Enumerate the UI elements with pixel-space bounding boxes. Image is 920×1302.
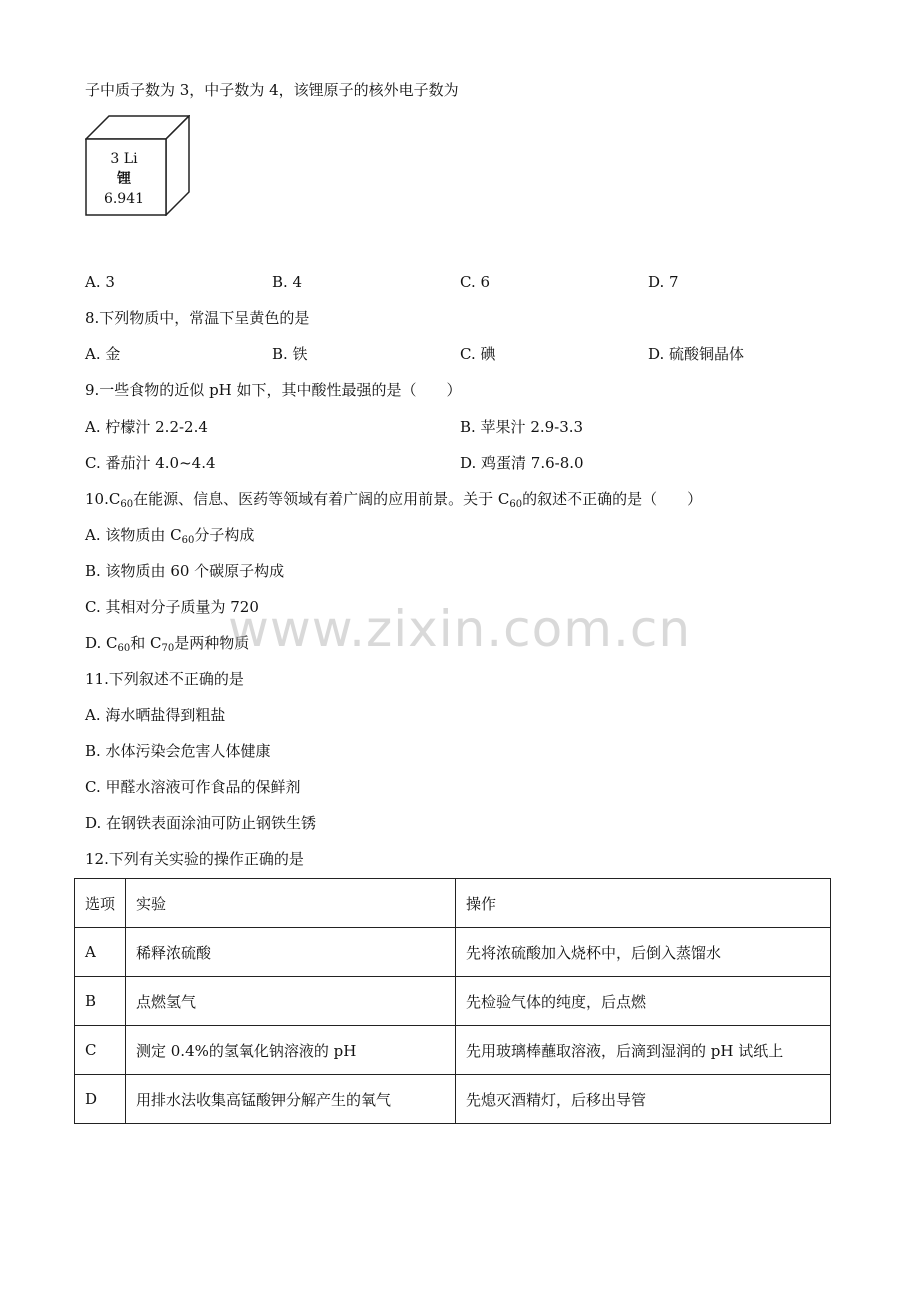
- row-experiment: 用排水法收集高锰酸钾分解产生的氧气: [126, 1075, 456, 1124]
- table-row: [75, 1075, 831, 1124]
- row-operation: 先将浓硫酸加入烧杯中，后倒入蒸馏水: [456, 928, 831, 977]
- q11-option-b: B. 水体污染会危害人体健康: [85, 742, 271, 760]
- q10-option-d: [85, 633, 249, 659]
- subscript-60: 60: [117, 643, 131, 654]
- row-option: D: [75, 1075, 126, 1124]
- q10-option-b: B. 该物质由 60 个碳原子构成: [85, 562, 285, 580]
- table-row: [75, 977, 831, 1026]
- q9-option-d: D. 鸡蛋清 7.6-8.0: [460, 454, 584, 472]
- q7-option-d: D. 7: [648, 273, 679, 291]
- q10-stem-middle: 在能源、信息、医药等领域有着广阔的应用前景。关于 C: [133, 490, 510, 508]
- q12-stem: 12.下列有关实验的操作正确的是: [85, 850, 304, 868]
- table-row: [75, 1026, 831, 1075]
- subscript-70: 70: [161, 643, 175, 654]
- q10-option-a-suffix: 分子构成: [194, 526, 255, 544]
- row-option: B: [75, 977, 126, 1026]
- watermark: www.zixin.com.cn: [228, 600, 692, 658]
- q11-option-d: D. 在钢铁表面涂油可防止钢铁生锈: [85, 814, 317, 832]
- q8-option-c: C. 碘: [460, 345, 496, 363]
- q8-option-a: A. 金: [85, 345, 121, 363]
- row-experiment: 测定 0.4%的氢氧化钠溶液的 pH: [126, 1026, 456, 1075]
- row-option: A: [75, 928, 126, 977]
- q7-stem: 子中质子数为 3，中子数为 4，该锂原子的核外电子数为: [85, 81, 459, 99]
- q9-stem: 9.一些食物的近似 pH 如下，其中酸性最强的是（ ）: [85, 381, 462, 399]
- q10-stem-suffix: 的叙述不正确的是（ ）: [522, 490, 703, 508]
- q10-option-d-middle: 和 C: [130, 634, 162, 652]
- q10-option-c: C. 其相对分子质量为 720: [85, 598, 259, 616]
- row-operation: 先检验气体的纯度，后点燃: [456, 977, 831, 1026]
- q8-stem: 8.下列物质中，常温下呈黄色的是: [85, 309, 310, 327]
- element-number-symbol: 3 Li: [110, 151, 138, 167]
- row-experiment: 稀释浓硫酸: [126, 928, 456, 977]
- q7-option-b: B. 4: [272, 273, 303, 291]
- subscript-60: 60: [120, 499, 134, 510]
- q11-option-c: C. 甲醛水溶液可作食品的保鲜剂: [85, 778, 301, 796]
- q10-stem: [85, 489, 702, 515]
- q8-option-b: B. 铁: [272, 345, 308, 363]
- q9-option-a: A. 柠檬汁 2.2-2.4: [85, 418, 208, 436]
- periodic-element-cell: [85, 115, 190, 216]
- q10-option-d-suffix: 是两种物质: [174, 634, 250, 652]
- q11-option-a: A. 海水晒盐得到粗盐: [85, 706, 226, 724]
- q11-stem: 11.下列叙述不正确的是: [85, 670, 244, 688]
- q8-option-d: D. 硫酸铜晶体: [648, 345, 745, 363]
- row-option: C: [75, 1026, 126, 1075]
- q9-option-b: B. 苹果汁 2.9-3.3: [460, 418, 584, 436]
- q10-stem-prefix: 10.C: [85, 490, 121, 508]
- table-row: [75, 928, 831, 977]
- q7-option-c: C. 6: [460, 273, 491, 291]
- row-operation: 先熄灭酒精灯，后移出导管: [456, 1075, 831, 1124]
- row-operation: 先用玻璃棒蘸取溶液，后滴到湿润的 pH 试纸上: [456, 1026, 831, 1075]
- element-mass: 6.941: [103, 191, 145, 207]
- header-operation: 操作: [456, 879, 831, 928]
- q10-option-d-prefix: D. C: [85, 634, 118, 652]
- q10-option-a-prefix: A. 该物质由 C: [85, 526, 182, 544]
- header-experiment: 实验: [126, 879, 456, 928]
- q10-option-a: [85, 525, 254, 551]
- table-header-row: [75, 879, 831, 928]
- experiment-table: [74, 878, 831, 1124]
- subscript-60: 60: [509, 499, 523, 510]
- q7-option-a: A. 3: [85, 273, 115, 291]
- subscript-60: 60: [181, 535, 195, 546]
- row-experiment: 点燃氢气: [126, 977, 456, 1026]
- element-name: 锂: [117, 171, 131, 187]
- q9-option-c: C. 番茄汁 4.0~4.4: [85, 454, 216, 472]
- header-option: 选项: [75, 879, 126, 928]
